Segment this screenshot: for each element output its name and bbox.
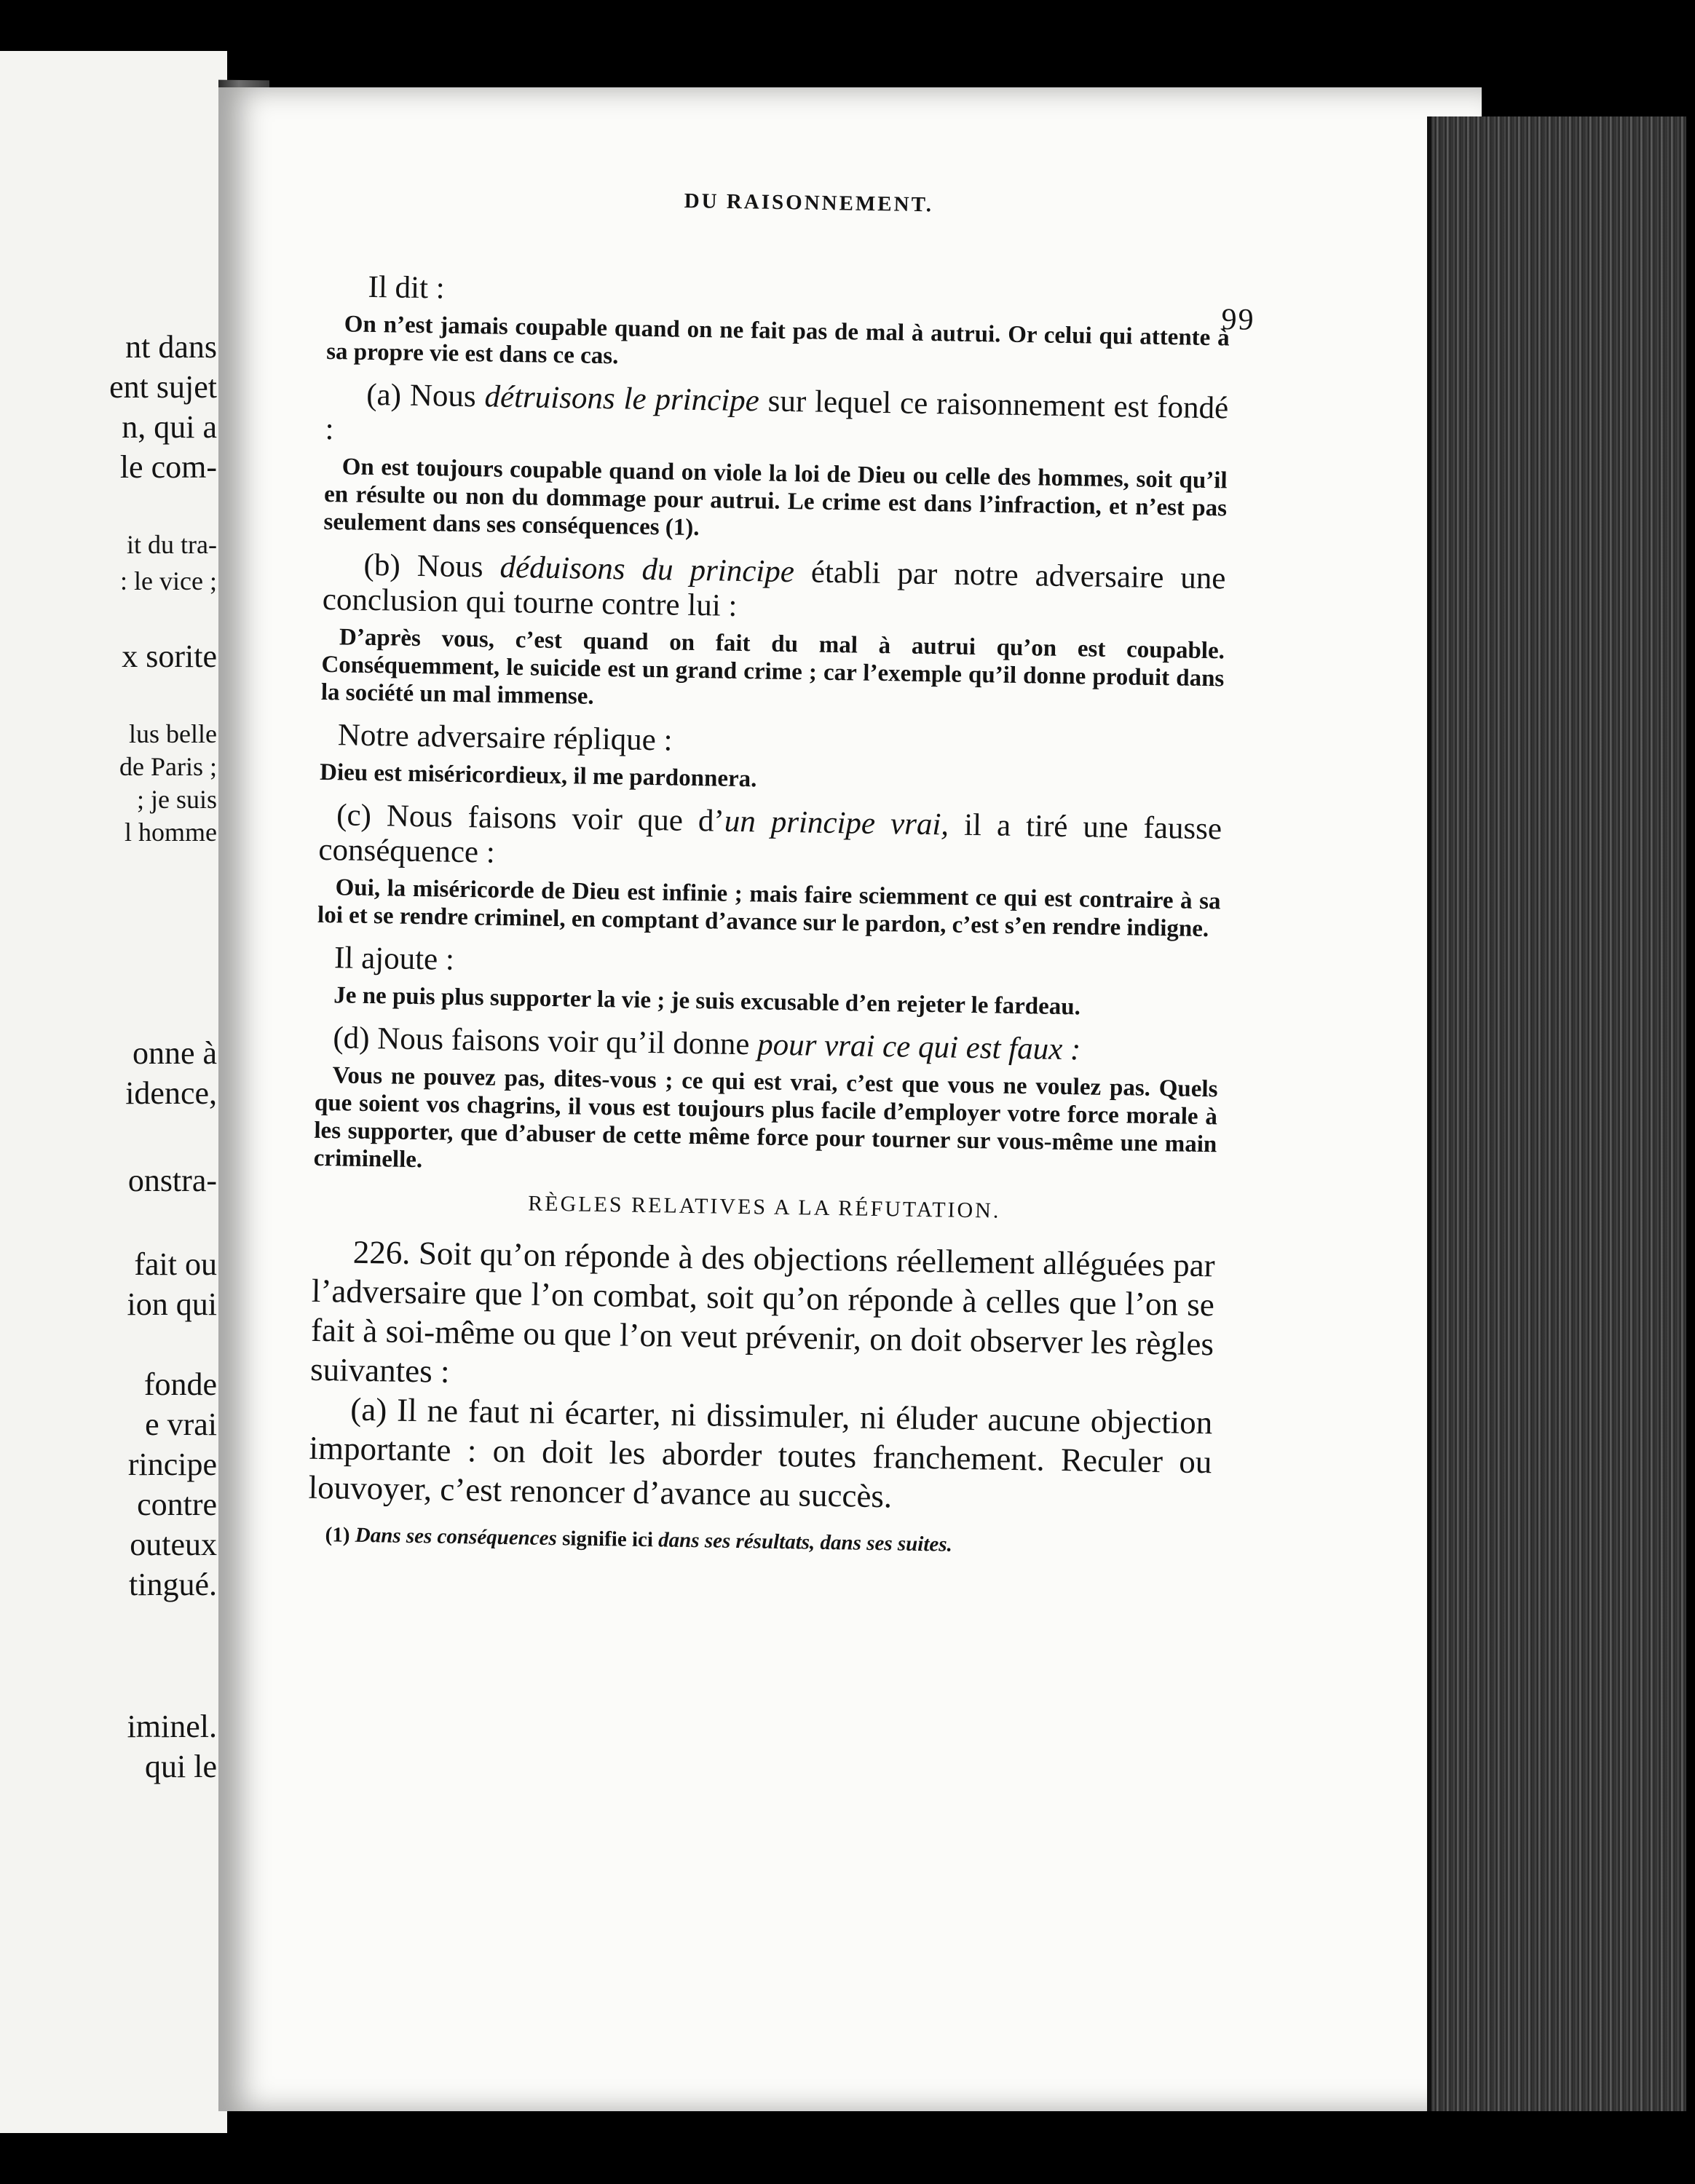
left-page-line: lus belle xyxy=(129,719,217,748)
emphasis: un principe vrai, xyxy=(724,804,949,842)
left-page-line: ent sujet xyxy=(109,369,217,405)
rule-paragraph xyxy=(315,1021,1219,1069)
footnote-text: signifie ici xyxy=(556,1527,659,1552)
rule-paragraph xyxy=(322,547,1225,631)
previous-page xyxy=(0,51,227,2133)
rule-paragraph xyxy=(325,377,1228,461)
emphasis: déduisons du principe xyxy=(499,550,795,590)
quotation: On est toujours coupable quand on viole la loi de Dieu ou celle des hommes, soit qu’il en résulte ou non du dommage pour autrui. Le crime est dans l’infraction, et n’est pas seulement dans ses conséquences (1). xyxy=(323,454,1228,542)
left-page-line: onstra- xyxy=(127,1163,217,1198)
quotation: Dieu est miséricordieux, il me pardonnera. xyxy=(319,759,757,793)
quotation: Vous ne pouvez pas, dites-vous ; ce qui est vrai, c’est que vous ne voulez pas. Quels que soient vos chagrins, il vous est toujours plus facile d’employer votre force morale à les supporter, que d’abuser de cette même force pour tourner sur vous-même une main criminelle. xyxy=(313,1062,1218,1174)
rule-label: (d) Nous faisons voir qu’il donne xyxy=(333,1021,758,1062)
emphasis: dans ses résultats, dans ses suites. xyxy=(657,1528,953,1556)
left-page-line: n, qui a xyxy=(122,409,217,445)
left-page-line: onne à xyxy=(132,1035,217,1071)
left-page-line: nt dans xyxy=(125,329,217,365)
rule-text: sur lequel ce raisonnement est fondé : xyxy=(325,384,1229,447)
footnote-number: (1) xyxy=(325,1523,356,1547)
left-page-line: contre xyxy=(137,1487,217,1522)
emphasis: ce qui est faux : xyxy=(882,1029,1081,1067)
rule-label: (b) Nous xyxy=(363,547,500,585)
rule-paragraph: (a) Il ne faut ni écarter, ni dissimuler, ni éluder aucune objection importante : on doit les aborder toutes franchement. Reculer ou louvoyer, c’est renoncer d’avance au succès. xyxy=(308,1390,1213,1515)
emphasis: Dans ses conséquences xyxy=(355,1523,558,1551)
running-head: DU RAISONNEMENT. xyxy=(684,189,934,217)
left-page-line: e vrai xyxy=(145,1406,217,1442)
rule-label: (c) Nous faisons voir que d’ xyxy=(336,798,725,839)
left-page-line: rincipe xyxy=(127,1447,217,1482)
text-line: Notre adversaire réplique : xyxy=(337,718,673,758)
left-page-line: x sorite xyxy=(122,638,217,674)
rule-paragraph xyxy=(318,798,1222,882)
left-page-line: tingué. xyxy=(129,1567,217,1602)
book-page-edges xyxy=(1427,116,1686,2111)
rule-text: il a tiré une fausse conséquence : xyxy=(318,807,1222,870)
quotation: D’après vous, c’est quand on fait du mal à autrui qu’on est coupable. Conséquemment, le suicide est un grand crime ; car l’exemple qu’il donne produit dans la société un mal immense. xyxy=(320,624,1225,710)
footnote xyxy=(307,1523,1210,1561)
left-page-line: idence, xyxy=(125,1075,217,1111)
left-page-line: l homme xyxy=(125,818,217,847)
emphasis: pour vrai xyxy=(756,1027,875,1064)
left-page-line: fonde xyxy=(143,1366,217,1402)
rule-label: (a) Nous xyxy=(366,377,485,414)
left-page-line: outeux xyxy=(130,1527,217,1562)
left-page-line: iminel. xyxy=(127,1709,217,1744)
rule-text: établi par notre adversaire une conclusion qui tourne contre lui : xyxy=(322,555,1226,623)
quotation: Je ne puis plus supporter la vie ; je suis excusable d’en rejeter le fardeau. xyxy=(333,982,1081,1021)
emphasis: détruisons le principe xyxy=(484,379,760,419)
quotation: Oui, la miséricorde de Dieu est infinie ; mais faire sciemment ce qui est contraire à sa loi et se rendre criminel, en comptant d’avance sur le pardon, c’est s’en rendre indigne. xyxy=(317,874,1221,943)
numbered-paragraph: 226. Soit qu’on réponde à des objections réellement alléguées par l’adversaire que l’on combat, soit qu’on réponde à celles que l’on se fait à soi-même ou que l’on veut prévenir, on doit observer les règles suivantes : xyxy=(309,1233,1216,1390)
page-body xyxy=(307,269,1230,1561)
left-page-line: : le vice ; xyxy=(120,566,217,596)
left-page-line: it du tra- xyxy=(127,530,217,559)
left-page-line: qui le xyxy=(145,1749,217,1784)
left-page-line: ion qui xyxy=(127,1286,217,1322)
text-line: Il dit : xyxy=(368,269,446,306)
page-number: 99 xyxy=(1221,302,1255,337)
section-title: RÈGLES RELATIVES A LA RÉFUTATION. xyxy=(528,1191,1001,1223)
left-page-line: de Paris ; xyxy=(119,752,217,781)
left-page-line: le com- xyxy=(119,449,217,485)
quotation: On n’est jamais coupable quand on ne fait pas de mal à autrui. Or celui qui attente à sa propre vie est dans ce cas. xyxy=(325,311,1230,370)
left-page-line: fait ou xyxy=(134,1246,217,1282)
text-line: Il ajoute : xyxy=(333,941,455,977)
left-page-line: ; je suis xyxy=(136,785,217,814)
rule-text xyxy=(874,1029,882,1064)
current-page xyxy=(218,87,1482,2111)
